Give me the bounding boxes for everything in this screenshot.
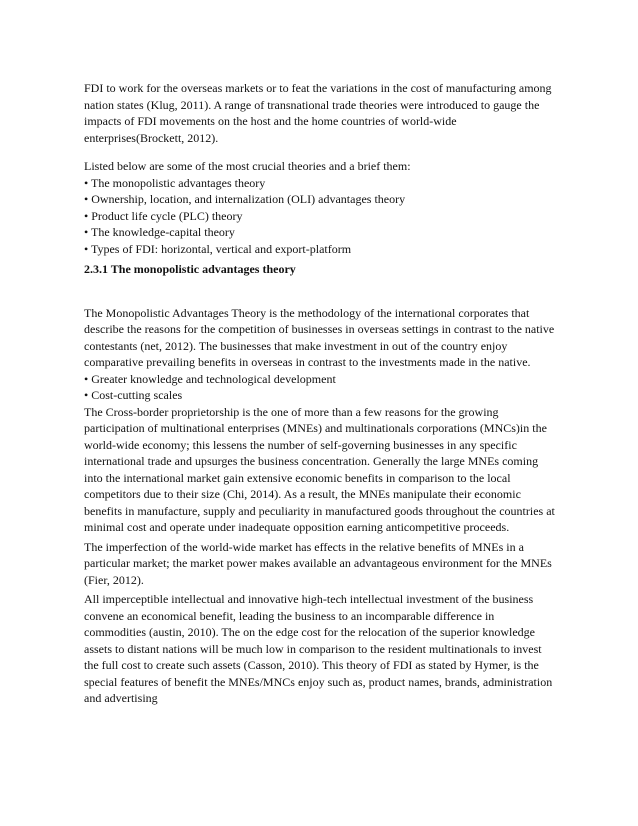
list-item: • Ownership, location, and internalization (OLI) advantages theory [84, 192, 406, 206]
advantages-list [84, 371, 558, 404]
theory-list [84, 175, 558, 258]
list-item: • Cost-cutting scales [84, 388, 183, 402]
list-intro: Listed below are some of the most crucial theories and a brief them: [84, 159, 411, 173]
list-item: • Product life cycle (PLC) theory [84, 208, 243, 223]
intellectual-paragraph: All imperceptible intellectual and innovative high-tech intellectual investment of the business convene an economical benefit, leading the business to an incomparable difference in commodities (austin, 2010). The on the edge cost for the relocation of the superior knowledge assets to distant nations will be much low in comparison to the resident multinationals to invest the full cost to create such assets (Casson, 2010). This theory of FDI as stated by Hymer, is the special features of benefit the MNEs/MNCs enjoy such as, product names, brands, administration and advertising [84, 592, 553, 705]
document-page [84, 80, 558, 707]
cross-border-paragraph: The Cross-border proprietorship is the one of more than a few reasons for the growing participation of multinational enterprises (MNEs) and multinationals corporations (MNCs)in the world-wide economy; this lessens the number of self-governing businesses in any specific international trade and upsurges the business concentration. Generally the large MNEs coming into the international market gain extensive economic benefits in comparison to the local competitors due to their size (Chi, 2014). As a result, the MNEs manipulate their economic benefits in manufacture, supply and peculiarity in manufactured goods throughout the countries at minimal cost and operate under inadequate opposition earning anticompetitive proceeds. [84, 404, 555, 534]
section-heading: 2.3.1 The monopolistic advantages theory [84, 262, 296, 276]
list-item: • The knowledge-capital theory [84, 225, 235, 239]
intro-paragraph: FDI to work for the overseas markets or to feat the variations in the cost of manufacturing among nation states (Klug, 2011). A range of transnational trade theories were introduced to gauge the impacts of FDI movements on the host and the home countries of world-wide enterprises(Brockett, 2012). [84, 81, 552, 145]
list-item: • The monopolistic advantages theory [84, 175, 266, 190]
monopolistic-paragraph: The Monopolistic Advantages Theory is the methodology of the international corporates that describe the reasons for the competition of businesses in overseas settings in contrast to the native contestants (net, 2012). The businesses that make investment in out of the country enjoy comparative prevailing benefits in overseas in contrast to the investments made in the native. [84, 305, 555, 369]
imperfection-paragraph: The imperfection of the world-wide market has effects in the relative benefits of MNEs in a particular market; the market power makes available an advantageous environment for the MNEs (Fier, 2012). [84, 539, 552, 587]
list-item: • Greater knowledge and technological development [84, 371, 336, 386]
list-item: • Types of FDI: horizontal, vertical and export-platform [84, 241, 352, 256]
